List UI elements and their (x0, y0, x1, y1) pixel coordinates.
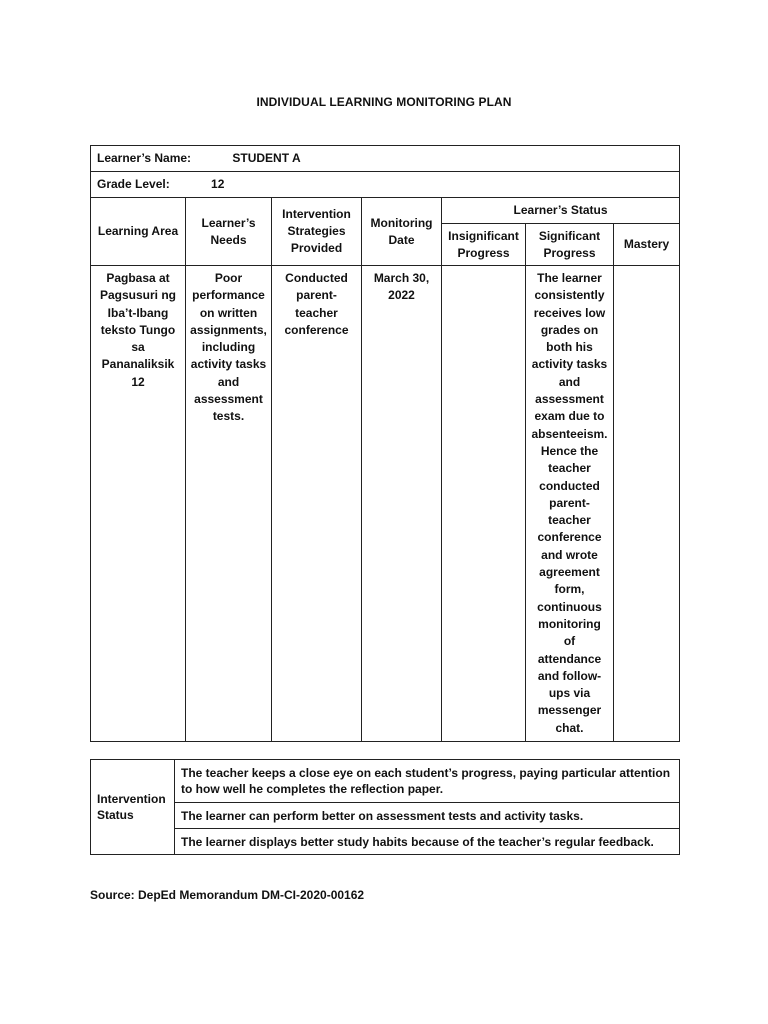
header-learners-status: Learner’s Status (442, 198, 680, 224)
intervention-status-label-text: Intervention Status (97, 792, 166, 822)
header-significant: Significant Progress (526, 224, 614, 266)
status-item: The teacher keeps a close eye on each student’s progress, paying particular attention to how well he completes the reflection paper. (175, 760, 680, 803)
source-note: Source: DepEd Memorandum DM-CI-2020-00162 (90, 888, 365, 902)
grade-level-cell (91, 172, 680, 198)
learner-name-cell (91, 146, 680, 172)
monitoring-plan-table (90, 145, 680, 742)
cell-learning-area: Pagbasa at Pagsusuri ng Iba’t-Ibang teksto Tungo sa Pananaliksik 12 (91, 266, 186, 742)
learner-name-row (91, 146, 680, 172)
cell-significant: The learner consistently receives low grades on both his activity tasks and assessment exam due to absenteeism. Hence the teacher conducted parent-teacher conference and wrote agreement form, continuous monitoring of attendance and follow-ups via messenger chat. (526, 266, 614, 742)
intervention-status-table (90, 759, 680, 855)
grade-level-label: Grade Level: (97, 176, 170, 191)
header-learning-area: Learning Area (91, 198, 186, 266)
header-insignificant: Insignificant Progress (442, 224, 526, 266)
header-monitoring-date: Monitoring Date (362, 198, 442, 266)
cell-insignificant (442, 266, 526, 742)
learner-name-label: Learner’s Name: (97, 150, 192, 165)
header-mastery: Mastery (614, 224, 680, 266)
header-learners-needs: Learner’s Needs (186, 198, 272, 266)
header-intervention: Intervention Strategies Provided (272, 198, 362, 266)
cell-mastery (614, 266, 680, 742)
intervention-status-label (91, 760, 175, 855)
learner-name-value: STUDENT A (232, 150, 301, 165)
status-row-1 (91, 760, 680, 803)
status-row-2 (91, 803, 680, 829)
status-item: The learner can perform better on assessment tests and activity tasks. (175, 803, 680, 829)
header-row-1 (91, 198, 680, 224)
status-row-3 (91, 829, 680, 855)
document-title: INDIVIDUAL LEARNING MONITORING PLAN (256, 95, 512, 109)
cell-intervention: Conducted parent-teacher conference (272, 266, 362, 742)
cell-learners-needs: Poor performance on written assignments, including activity tasks and assessment tests. (186, 266, 272, 742)
grade-level-row (91, 172, 680, 198)
table-row (91, 266, 680, 742)
cell-monitoring-date: March 30, 2022 (362, 266, 442, 742)
grade-level-value: 12 (211, 176, 225, 191)
status-item: The learner displays better study habits because of the teacher’s regular feedback. (175, 829, 680, 855)
